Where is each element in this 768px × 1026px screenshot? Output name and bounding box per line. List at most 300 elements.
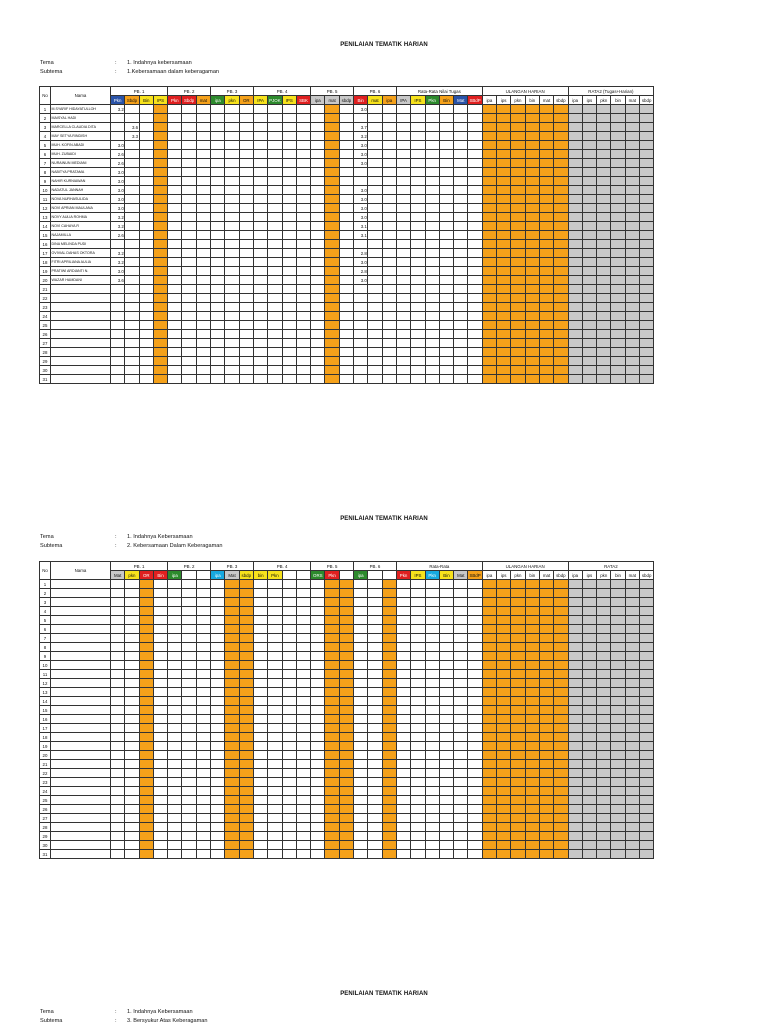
- score-cell[interactable]: [311, 177, 325, 186]
- score-cell[interactable]: [497, 204, 511, 213]
- score-cell[interactable]: [497, 805, 511, 814]
- score-cell[interactable]: [525, 733, 539, 742]
- score-cell[interactable]: [625, 249, 639, 258]
- score-cell[interactable]: [639, 240, 653, 249]
- score-cell[interactable]: [639, 159, 653, 168]
- score-cell[interactable]: [625, 787, 639, 796]
- score-cell[interactable]: [153, 796, 167, 805]
- score-cell[interactable]: [539, 123, 553, 132]
- score-cell[interactable]: [439, 132, 453, 141]
- score-cell[interactable]: [196, 724, 210, 733]
- score-cell[interactable]: [368, 670, 382, 679]
- score-cell[interactable]: [168, 240, 182, 249]
- score-cell[interactable]: [468, 724, 482, 733]
- score-cell[interactable]: [411, 231, 425, 240]
- score-cell[interactable]: [582, 751, 596, 760]
- score-cell[interactable]: [196, 688, 210, 697]
- score-cell[interactable]: [311, 321, 325, 330]
- score-cell[interactable]: [554, 204, 568, 213]
- score-cell[interactable]: [239, 285, 253, 294]
- score-cell[interactable]: [411, 670, 425, 679]
- score-cell[interactable]: [568, 195, 582, 204]
- score-cell[interactable]: [511, 589, 525, 598]
- score-cell[interactable]: [582, 850, 596, 859]
- score-cell[interactable]: [211, 823, 225, 832]
- score-cell[interactable]: [311, 715, 325, 724]
- score-cell[interactable]: [268, 294, 282, 303]
- score-cell[interactable]: [311, 213, 325, 222]
- score-cell[interactable]: [425, 168, 439, 177]
- score-cell[interactable]: [411, 213, 425, 222]
- score-cell[interactable]: [182, 294, 196, 303]
- score-cell[interactable]: [597, 679, 611, 688]
- score-cell[interactable]: [282, 375, 296, 384]
- score-cell[interactable]: [582, 303, 596, 312]
- score-cell[interactable]: [597, 240, 611, 249]
- score-cell[interactable]: [354, 850, 368, 859]
- score-cell[interactable]: [611, 141, 625, 150]
- score-cell[interactable]: [525, 643, 539, 652]
- score-cell[interactable]: [296, 841, 310, 850]
- score-cell[interactable]: [439, 348, 453, 357]
- score-cell[interactable]: [482, 231, 496, 240]
- score-cell[interactable]: [439, 168, 453, 177]
- score-cell[interactable]: [339, 312, 353, 321]
- score-cell[interactable]: [511, 580, 525, 589]
- score-cell[interactable]: [468, 348, 482, 357]
- score-cell[interactable]: [597, 805, 611, 814]
- score-cell[interactable]: [568, 204, 582, 213]
- score-cell[interactable]: [282, 141, 296, 150]
- score-cell[interactable]: [511, 634, 525, 643]
- score-cell[interactable]: [311, 733, 325, 742]
- score-cell[interactable]: [482, 778, 496, 787]
- score-cell[interactable]: [382, 742, 396, 751]
- score-cell[interactable]: [139, 330, 153, 339]
- score-cell[interactable]: [253, 348, 267, 357]
- score-cell[interactable]: [468, 823, 482, 832]
- score-cell[interactable]: [111, 787, 125, 796]
- score-cell[interactable]: [425, 814, 439, 823]
- score-cell[interactable]: [354, 751, 368, 760]
- score-cell[interactable]: [368, 814, 382, 823]
- score-cell[interactable]: [468, 141, 482, 150]
- score-cell[interactable]: [497, 330, 511, 339]
- score-cell[interactable]: 3.0: [354, 204, 368, 213]
- score-cell[interactable]: [611, 168, 625, 177]
- score-cell[interactable]: [139, 616, 153, 625]
- score-cell[interactable]: [225, 330, 239, 339]
- score-cell[interactable]: [525, 580, 539, 589]
- score-cell[interactable]: [611, 348, 625, 357]
- score-cell[interactable]: [282, 276, 296, 285]
- score-cell[interactable]: [411, 679, 425, 688]
- score-cell[interactable]: [253, 589, 267, 598]
- score-cell[interactable]: [439, 661, 453, 670]
- score-cell[interactable]: [196, 742, 210, 751]
- score-cell[interactable]: [611, 634, 625, 643]
- score-cell[interactable]: [439, 222, 453, 231]
- score-cell[interactable]: [439, 589, 453, 598]
- score-cell[interactable]: [482, 580, 496, 589]
- score-cell[interactable]: [539, 213, 553, 222]
- score-cell[interactable]: [153, 598, 167, 607]
- score-cell[interactable]: [511, 688, 525, 697]
- score-cell[interactable]: [239, 213, 253, 222]
- score-cell[interactable]: [139, 598, 153, 607]
- score-cell[interactable]: 2.6: [111, 159, 125, 168]
- score-cell[interactable]: [153, 787, 167, 796]
- score-cell[interactable]: [182, 213, 196, 222]
- score-cell[interactable]: [396, 616, 410, 625]
- score-cell[interactable]: [611, 742, 625, 751]
- score-cell[interactable]: [554, 195, 568, 204]
- score-cell[interactable]: [382, 787, 396, 796]
- score-cell[interactable]: [582, 724, 596, 733]
- score-cell[interactable]: [111, 778, 125, 787]
- score-cell[interactable]: [211, 357, 225, 366]
- score-cell[interactable]: [253, 249, 267, 258]
- score-cell[interactable]: [282, 249, 296, 258]
- score-cell[interactable]: [396, 204, 410, 213]
- score-cell[interactable]: [168, 715, 182, 724]
- score-cell[interactable]: [396, 186, 410, 195]
- score-cell[interactable]: [425, 787, 439, 796]
- score-cell[interactable]: [382, 760, 396, 769]
- score-cell[interactable]: [568, 258, 582, 267]
- score-cell[interactable]: [396, 589, 410, 598]
- score-cell[interactable]: [539, 348, 553, 357]
- score-cell[interactable]: [497, 652, 511, 661]
- score-cell[interactable]: [425, 598, 439, 607]
- score-cell[interactable]: [125, 796, 139, 805]
- score-cell[interactable]: [268, 724, 282, 733]
- score-cell[interactable]: [282, 805, 296, 814]
- score-cell[interactable]: [511, 778, 525, 787]
- score-cell[interactable]: [311, 249, 325, 258]
- score-cell[interactable]: [239, 177, 253, 186]
- score-cell[interactable]: [168, 222, 182, 231]
- score-cell[interactable]: [196, 168, 210, 177]
- score-cell[interactable]: [253, 724, 267, 733]
- score-cell[interactable]: [268, 375, 282, 384]
- score-cell[interactable]: [439, 195, 453, 204]
- score-cell[interactable]: [625, 679, 639, 688]
- score-cell[interactable]: [639, 697, 653, 706]
- score-cell[interactable]: [482, 742, 496, 751]
- score-cell[interactable]: [111, 616, 125, 625]
- score-cell[interactable]: [439, 715, 453, 724]
- score-cell[interactable]: [568, 276, 582, 285]
- score-cell[interactable]: [225, 114, 239, 123]
- score-cell[interactable]: [597, 661, 611, 670]
- score-cell[interactable]: [368, 661, 382, 670]
- score-cell[interactable]: [482, 366, 496, 375]
- score-cell[interactable]: [525, 258, 539, 267]
- score-cell[interactable]: [139, 580, 153, 589]
- score-cell[interactable]: [539, 141, 553, 150]
- score-cell[interactable]: [296, 580, 310, 589]
- score-cell[interactable]: [597, 778, 611, 787]
- score-cell[interactable]: [539, 204, 553, 213]
- score-cell[interactable]: [196, 321, 210, 330]
- score-cell[interactable]: [468, 778, 482, 787]
- score-cell[interactable]: [468, 652, 482, 661]
- score-cell[interactable]: [282, 150, 296, 159]
- score-cell[interactable]: [468, 832, 482, 841]
- score-cell[interactable]: [511, 150, 525, 159]
- score-cell[interactable]: [482, 814, 496, 823]
- score-cell[interactable]: 3.3: [125, 132, 139, 141]
- score-cell[interactable]: [625, 348, 639, 357]
- score-cell[interactable]: [425, 589, 439, 598]
- score-cell[interactable]: [539, 733, 553, 742]
- score-cell[interactable]: [396, 580, 410, 589]
- score-cell[interactable]: [339, 141, 353, 150]
- score-cell[interactable]: [539, 625, 553, 634]
- score-cell[interactable]: [611, 625, 625, 634]
- score-cell[interactable]: [454, 715, 468, 724]
- score-cell[interactable]: [497, 814, 511, 823]
- score-cell[interactable]: [239, 258, 253, 267]
- score-cell[interactable]: 3.0: [111, 195, 125, 204]
- score-cell[interactable]: [168, 823, 182, 832]
- score-cell[interactable]: [211, 303, 225, 312]
- score-cell[interactable]: [639, 204, 653, 213]
- score-cell[interactable]: [539, 339, 553, 348]
- score-cell[interactable]: [296, 832, 310, 841]
- score-cell[interactable]: [296, 213, 310, 222]
- score-cell[interactable]: 3.1: [354, 222, 368, 231]
- score-cell[interactable]: [425, 652, 439, 661]
- score-cell[interactable]: [539, 805, 553, 814]
- score-cell[interactable]: [511, 294, 525, 303]
- score-cell[interactable]: [625, 375, 639, 384]
- score-cell[interactable]: [554, 141, 568, 150]
- score-cell[interactable]: [639, 814, 653, 823]
- score-cell[interactable]: [525, 598, 539, 607]
- score-cell[interactable]: [282, 661, 296, 670]
- score-cell[interactable]: [454, 204, 468, 213]
- score-cell[interactable]: [311, 751, 325, 760]
- score-cell[interactable]: [125, 267, 139, 276]
- score-cell[interactable]: [111, 634, 125, 643]
- score-cell[interactable]: [168, 177, 182, 186]
- score-cell[interactable]: [454, 357, 468, 366]
- score-cell[interactable]: [211, 814, 225, 823]
- score-cell[interactable]: [497, 339, 511, 348]
- score-cell[interactable]: [225, 150, 239, 159]
- score-cell[interactable]: [268, 339, 282, 348]
- score-cell[interactable]: [125, 240, 139, 249]
- score-cell[interactable]: [454, 724, 468, 733]
- score-cell[interactable]: [211, 787, 225, 796]
- score-cell[interactable]: [382, 616, 396, 625]
- score-cell[interactable]: [311, 832, 325, 841]
- score-cell[interactable]: [511, 141, 525, 150]
- score-cell[interactable]: [511, 231, 525, 240]
- score-cell[interactable]: [196, 598, 210, 607]
- score-cell[interactable]: [625, 186, 639, 195]
- score-cell[interactable]: [168, 796, 182, 805]
- score-cell[interactable]: [168, 375, 182, 384]
- score-cell[interactable]: [396, 643, 410, 652]
- score-cell[interactable]: [468, 375, 482, 384]
- score-cell[interactable]: [111, 285, 125, 294]
- score-cell[interactable]: [253, 778, 267, 787]
- score-cell[interactable]: [382, 679, 396, 688]
- score-cell[interactable]: [111, 580, 125, 589]
- score-cell[interactable]: [582, 285, 596, 294]
- score-cell[interactable]: [225, 805, 239, 814]
- score-cell[interactable]: [568, 616, 582, 625]
- score-cell[interactable]: [268, 168, 282, 177]
- score-cell[interactable]: [168, 598, 182, 607]
- score-cell[interactable]: [497, 733, 511, 742]
- score-cell[interactable]: [554, 607, 568, 616]
- score-cell[interactable]: [468, 267, 482, 276]
- score-cell[interactable]: [568, 724, 582, 733]
- score-cell[interactable]: [253, 643, 267, 652]
- score-cell[interactable]: [482, 724, 496, 733]
- score-cell[interactable]: [597, 814, 611, 823]
- score-cell[interactable]: [325, 186, 339, 195]
- score-cell[interactable]: [568, 213, 582, 222]
- score-cell[interactable]: [411, 841, 425, 850]
- score-cell[interactable]: [311, 168, 325, 177]
- score-cell[interactable]: [539, 688, 553, 697]
- score-cell[interactable]: [368, 697, 382, 706]
- score-cell[interactable]: [539, 607, 553, 616]
- score-cell[interactable]: [282, 607, 296, 616]
- score-cell[interactable]: [539, 249, 553, 258]
- score-cell[interactable]: [196, 204, 210, 213]
- score-cell[interactable]: [368, 159, 382, 168]
- score-cell[interactable]: [139, 177, 153, 186]
- score-cell[interactable]: [125, 114, 139, 123]
- score-cell[interactable]: [396, 751, 410, 760]
- score-cell[interactable]: [439, 580, 453, 589]
- score-cell[interactable]: [454, 634, 468, 643]
- score-cell[interactable]: [368, 240, 382, 249]
- score-cell[interactable]: [425, 249, 439, 258]
- score-cell[interactable]: [497, 850, 511, 859]
- score-cell[interactable]: [611, 231, 625, 240]
- score-cell[interactable]: [611, 339, 625, 348]
- score-cell[interactable]: [196, 222, 210, 231]
- score-cell[interactable]: [125, 186, 139, 195]
- score-cell[interactable]: [454, 652, 468, 661]
- score-cell[interactable]: [611, 679, 625, 688]
- score-cell[interactable]: [468, 805, 482, 814]
- score-cell[interactable]: [153, 105, 167, 114]
- score-cell[interactable]: [611, 186, 625, 195]
- score-cell[interactable]: [639, 715, 653, 724]
- score-cell[interactable]: [339, 652, 353, 661]
- score-cell[interactable]: [211, 330, 225, 339]
- score-cell[interactable]: [468, 222, 482, 231]
- score-cell[interactable]: [396, 823, 410, 832]
- score-cell[interactable]: [554, 832, 568, 841]
- score-cell[interactable]: [468, 697, 482, 706]
- score-cell[interactable]: [425, 240, 439, 249]
- score-cell[interactable]: [582, 769, 596, 778]
- score-cell[interactable]: [454, 321, 468, 330]
- score-cell[interactable]: [111, 715, 125, 724]
- score-cell[interactable]: [268, 123, 282, 132]
- score-cell[interactable]: [382, 598, 396, 607]
- score-cell[interactable]: [411, 634, 425, 643]
- score-cell[interactable]: [368, 832, 382, 841]
- score-cell[interactable]: [568, 742, 582, 751]
- score-cell[interactable]: [182, 760, 196, 769]
- score-cell[interactable]: [511, 706, 525, 715]
- score-cell[interactable]: [639, 303, 653, 312]
- score-cell[interactable]: [554, 168, 568, 177]
- score-cell[interactable]: [482, 760, 496, 769]
- score-cell[interactable]: [153, 832, 167, 841]
- score-cell[interactable]: [239, 357, 253, 366]
- score-cell[interactable]: [168, 760, 182, 769]
- score-cell[interactable]: [296, 607, 310, 616]
- score-cell[interactable]: [268, 598, 282, 607]
- score-cell[interactable]: [439, 679, 453, 688]
- score-cell[interactable]: [239, 787, 253, 796]
- score-cell[interactable]: [339, 294, 353, 303]
- score-cell[interactable]: [196, 240, 210, 249]
- score-cell[interactable]: [639, 643, 653, 652]
- score-cell[interactable]: [339, 706, 353, 715]
- score-cell[interactable]: [296, 204, 310, 213]
- score-cell[interactable]: [511, 598, 525, 607]
- score-cell[interactable]: [253, 168, 267, 177]
- score-cell[interactable]: [382, 823, 396, 832]
- score-cell[interactable]: [354, 823, 368, 832]
- score-cell[interactable]: [396, 285, 410, 294]
- score-cell[interactable]: [625, 177, 639, 186]
- score-cell[interactable]: [125, 285, 139, 294]
- score-cell[interactable]: [196, 625, 210, 634]
- score-cell[interactable]: [282, 159, 296, 168]
- score-cell[interactable]: [139, 823, 153, 832]
- score-cell[interactable]: [454, 670, 468, 679]
- score-cell[interactable]: [597, 150, 611, 159]
- score-cell[interactable]: [539, 697, 553, 706]
- score-cell[interactable]: [268, 814, 282, 823]
- score-cell[interactable]: [482, 267, 496, 276]
- score-cell[interactable]: [282, 168, 296, 177]
- score-cell[interactable]: [368, 634, 382, 643]
- score-cell[interactable]: [282, 769, 296, 778]
- score-cell[interactable]: [139, 222, 153, 231]
- score-cell[interactable]: [582, 697, 596, 706]
- score-cell[interactable]: [111, 321, 125, 330]
- score-cell[interactable]: [339, 598, 353, 607]
- score-cell[interactable]: [239, 132, 253, 141]
- score-cell[interactable]: [639, 195, 653, 204]
- score-cell[interactable]: [611, 589, 625, 598]
- score-cell[interactable]: [411, 159, 425, 168]
- score-cell[interactable]: [282, 589, 296, 598]
- score-cell[interactable]: [253, 204, 267, 213]
- score-cell[interactable]: [282, 850, 296, 859]
- score-cell[interactable]: [554, 616, 568, 625]
- score-cell[interactable]: [597, 168, 611, 177]
- score-cell[interactable]: [511, 357, 525, 366]
- score-cell[interactable]: [296, 132, 310, 141]
- score-cell[interactable]: [354, 366, 368, 375]
- score-cell[interactable]: [282, 733, 296, 742]
